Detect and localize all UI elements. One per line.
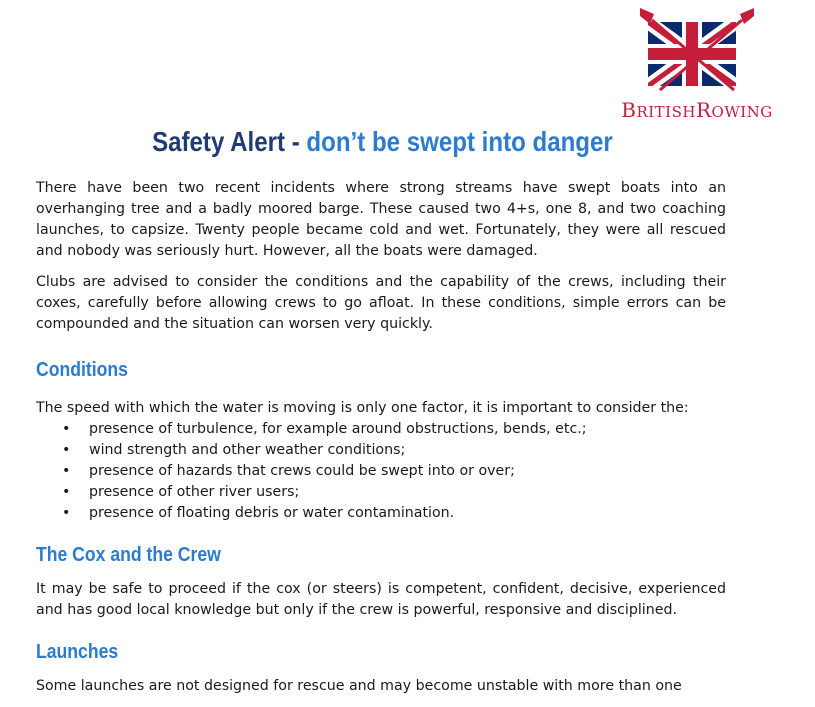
cox-crew-heading: The Cox and the Crew [36, 544, 221, 566]
brand-wordmark: BRITISHROWING [621, 98, 773, 122]
cox-crew-paragraph: It may be safe to proceed if the cox (or steers) is competent, confident, decisive, experienced and has good local knowledge but only if the crew is powerful, responsive and disciplined. [36, 581, 726, 618]
title-subtitle: don’t be swept into danger [306, 126, 613, 157]
list-item [36, 419, 726, 440]
union-jack-oars-icon [638, 6, 756, 96]
list-item-text: presence of turbulence, for example around obstructions, bends, etc.; [89, 421, 587, 437]
intro-paragraph-2: Clubs are advised to consider the conditions and the capability of the crews, including their coxes, carefully before allowing crews to go afloat. In these conditions, simple errors can be compounded and the situation can worsen very quickly. [36, 274, 726, 332]
bullet-icon: • [62, 463, 71, 479]
bullet-icon: • [62, 505, 71, 521]
list-item [36, 482, 726, 503]
page-title [53, 126, 711, 158]
title-main: Safety Alert - [152, 126, 307, 157]
bullet-icon: • [62, 442, 71, 458]
bullet-icon: • [62, 484, 71, 500]
conditions-lead: The speed with which the water is moving is only one factor, it is important to consider the: [36, 400, 689, 416]
british-rowing-logo [608, 6, 786, 124]
list-item [36, 440, 726, 461]
launches-heading: Launches [36, 641, 119, 663]
list-item-text: presence of floating debris or water contamination. [89, 505, 455, 521]
list-item [36, 461, 726, 482]
list-item-text: wind strength and other weather conditions; [89, 442, 406, 458]
list-item-text: presence of other river users; [89, 484, 300, 500]
list-item [36, 503, 726, 524]
bullet-icon: • [62, 421, 71, 437]
conditions-heading: Conditions [36, 359, 128, 381]
list-item-text: presence of hazards that crews could be swept into or over; [89, 463, 515, 479]
conditions-list [36, 419, 726, 524]
launches-paragraph: Some launches are not designed for rescue and may become unstable with more than one [36, 678, 682, 694]
document-body [36, 178, 726, 707]
intro-paragraph-1: There have been two recent incidents where strong streams have swept boats into an overhanging tree and a badly moored barge. These caused two 4+s, one 8, and two coaching launches, to capsize. Twenty people became cold and wet. Fortunately, they were all rescued and nobody was seriously hurt. However, all the boats were damaged. [36, 180, 726, 259]
